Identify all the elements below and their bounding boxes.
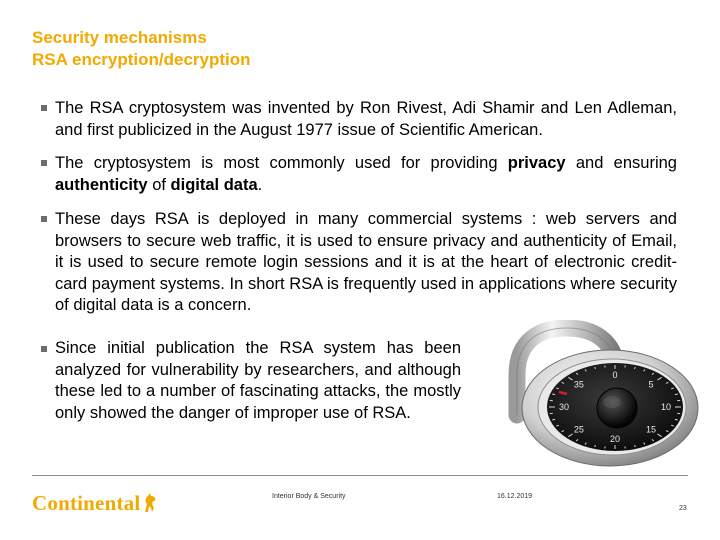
dial-number: 5 <box>648 379 654 390</box>
dial-number: 20 <box>609 434 621 444</box>
dial-tick <box>552 419 555 420</box>
dial-tick <box>552 394 555 395</box>
emphasis-authenticity: authenticity <box>55 175 148 194</box>
dial-number: 25 <box>573 424 584 435</box>
footer-divider <box>32 475 688 476</box>
bullet-text: Since initial publication the RSA system has been analyzed for vulnerability by researchers, and although these led to a number of fascinating attacks, the mostly only showed the danger of improper use of RSA. <box>55 339 461 422</box>
dial-number: 15 <box>646 424 657 435</box>
bullet-item <box>55 338 461 424</box>
combination-lock-icon <box>495 320 705 470</box>
bullet-marker-icon <box>41 160 47 166</box>
slide-title-line2: RSA encryption/decryption <box>32 50 251 69</box>
bullet-text: The RSA cryptosystem was invented by Ron Rivest, Adi Shamir and Len Adleman, and first publicized in the August 1977 issue of Scientific American. <box>55 99 677 139</box>
slide-title <box>32 27 251 71</box>
horse-logo-icon <box>142 492 158 514</box>
emphasis-digital-data: digital data <box>170 175 258 194</box>
company-logo <box>32 486 158 520</box>
dial-number: 10 <box>660 402 672 412</box>
dial-number: 0 <box>612 370 618 380</box>
footer-date: 16.12.2019 <box>497 493 533 500</box>
slide-title-line1: Security mechanisms <box>32 28 207 47</box>
dial-number: 30 <box>558 402 570 412</box>
logo-wordmark: Continental <box>32 490 141 515</box>
bullet-text: The cryptosystem is most commonly used for providing privacy and ensuring authenticity of digital data. <box>55 154 677 194</box>
bullet-text: These days RSA is deployed in many commercial systems : web servers and browsers to secure web traffic, it is used to ensure privacy and authenticity of Email, it is used to secure remote login sessions and it is at the heart of electronic credit-card payment systems. In short RSA is frequently used in applications where security of digital data is a concern. <box>55 210 677 314</box>
bullet-item <box>55 153 677 196</box>
bullet-marker-icon <box>41 216 47 222</box>
dial-tick <box>675 394 678 395</box>
dial-number: 35 <box>573 379 584 390</box>
bullet-item <box>55 98 677 141</box>
dial-tick <box>675 419 678 420</box>
page-number: 23 <box>679 505 687 512</box>
footer-department: Interior Body & Security <box>272 493 346 500</box>
bullet-item <box>55 209 677 317</box>
emphasis-privacy: privacy <box>507 154 566 172</box>
bullet-marker-icon <box>41 346 47 352</box>
bullet-marker-icon <box>41 105 47 111</box>
